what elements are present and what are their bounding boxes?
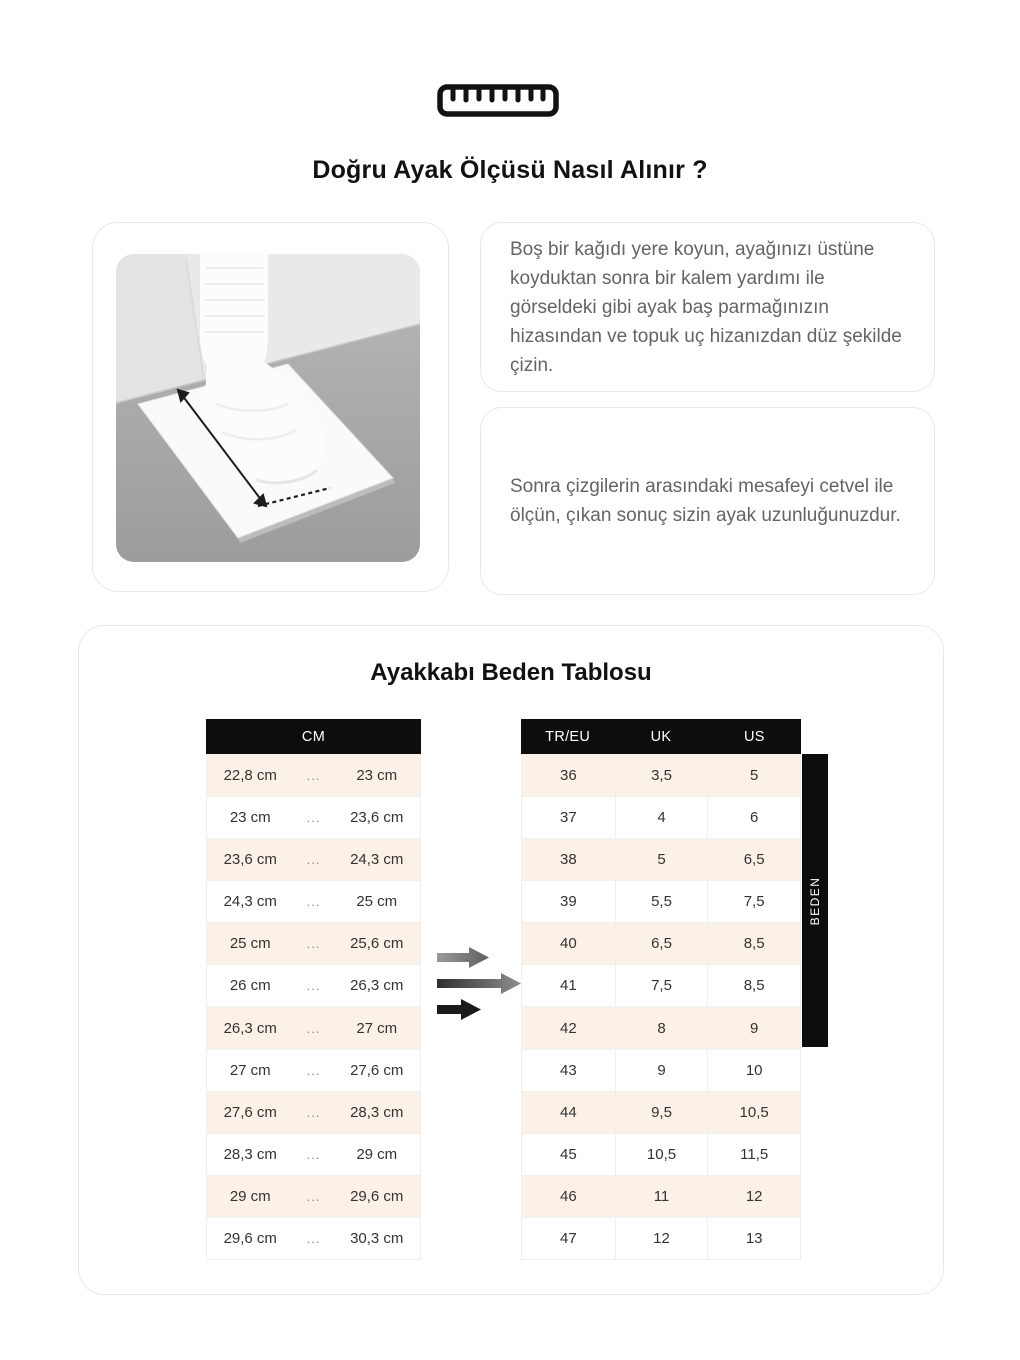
cm-from-value: 29 cm: [229, 1187, 271, 1205]
size-value: 3,5: [615, 754, 708, 796]
conversion-table: [521, 719, 801, 1260]
cm-from-value: 23,6 cm: [223, 851, 277, 869]
column-header: US: [743, 728, 765, 745]
size-value: 39: [559, 893, 577, 911]
conversion-table-row: [522, 1217, 800, 1259]
cm-to-value: 26,3 cm: [350, 977, 404, 995]
size-value: 9: [615, 1050, 708, 1091]
range-separator: ...: [306, 1062, 321, 1078]
cm-from-value: 27 cm: [229, 1061, 271, 1079]
range-separator: ...: [306, 1104, 321, 1120]
instruction-step-2: Sonra çizgilerin arasındaki mesafeyi cetvel ile ölçün, çıkan sonuç sizin ayak uzunluğunuzdur.: [510, 476, 901, 526]
size-table-card: [78, 625, 944, 1295]
cm-to-value: 27 cm: [356, 1019, 398, 1037]
conversion-arrows-icon: [435, 946, 527, 1026]
cm-from-value: 24,3 cm: [223, 893, 277, 911]
cm-table-body: [206, 754, 421, 1260]
size-value: 43: [559, 1061, 577, 1079]
conversion-table-row: [522, 880, 800, 922]
size-value: 42: [559, 1019, 577, 1037]
cm-from-value: 26,3 cm: [223, 1019, 277, 1037]
cm-from-value: 27,6 cm: [223, 1103, 277, 1121]
column-header: TR/EU: [545, 728, 591, 745]
conversion-table-row: [522, 922, 800, 964]
cm-table: [206, 719, 421, 1260]
cm-table-row: [207, 1217, 420, 1259]
cm-from-value: 28,3 cm: [223, 1145, 277, 1163]
cm-from-value: 29,6 cm: [223, 1229, 277, 1247]
column-header: UK: [650, 728, 672, 745]
size-value: 6: [707, 797, 800, 838]
range-separator: ...: [306, 936, 321, 952]
size-value: 4: [615, 797, 708, 838]
size-value: 5: [615, 839, 708, 880]
range-separator: ...: [306, 767, 321, 783]
conversion-table-row: [522, 1049, 800, 1091]
conversion-table-row: [522, 754, 800, 796]
cm-to-value: 29,6 cm: [350, 1187, 404, 1205]
size-value: 11: [615, 1176, 708, 1217]
cm-to-value: 29 cm: [356, 1145, 398, 1163]
beden-side-bar: [802, 754, 828, 1047]
foot-measure-image: [116, 254, 420, 562]
size-value: 8: [615, 1007, 708, 1048]
range-separator: ...: [306, 852, 321, 868]
cm-from-value: 23 cm: [229, 809, 271, 827]
foot-measure-card: [92, 222, 449, 592]
range-separator: ...: [306, 1146, 321, 1162]
cm-table-row: [207, 1091, 420, 1133]
cm-from-value: 22,8 cm: [223, 766, 277, 784]
cm-to-value: 27,6 cm: [350, 1061, 404, 1079]
cm-table-row: [207, 1006, 420, 1048]
cm-to-value: 25 cm: [356, 893, 398, 911]
cm-table-row: [207, 838, 420, 880]
beden-label: BEDEN: [808, 876, 822, 925]
size-value: 7,5: [707, 881, 800, 922]
cm-to-value: 30,3 cm: [350, 1229, 404, 1247]
cm-to-value: 28,3 cm: [350, 1103, 404, 1121]
size-table-title: Ayakkabı Beden Tablosu: [370, 659, 652, 686]
size-value: 5,5: [615, 881, 708, 922]
ruler-icon: [437, 84, 559, 117]
size-value: 8,5: [707, 923, 800, 964]
cm-from-value: 26 cm: [229, 977, 271, 995]
cm-table-row: [207, 1133, 420, 1175]
conversion-table-body: [521, 754, 801, 1260]
range-separator: ...: [306, 1230, 321, 1246]
conversion-table-row: [522, 964, 800, 1006]
size-value: 37: [559, 809, 577, 827]
conversion-table-row: [522, 796, 800, 838]
size-value: 7,5: [615, 965, 708, 1006]
size-value: 9: [707, 1007, 800, 1048]
size-value: 5: [707, 754, 800, 796]
conversion-table-row: [522, 1133, 800, 1175]
range-separator: ...: [306, 894, 321, 910]
cm-table-row: [207, 922, 420, 964]
range-separator: ...: [306, 978, 321, 994]
range-separator: ...: [306, 1020, 321, 1036]
size-value: 6,5: [707, 839, 800, 880]
size-value: 10: [707, 1050, 800, 1091]
size-value: 11,5: [707, 1134, 800, 1175]
range-separator: ...: [306, 1188, 321, 1204]
size-value: 6,5: [615, 923, 708, 964]
page-title: Doğru Ayak Ölçüsü Nasıl Alınır ?: [312, 156, 708, 184]
size-value: 12: [707, 1176, 800, 1217]
size-value: 46: [559, 1187, 577, 1205]
cm-table-row: [207, 796, 420, 838]
size-value: 47: [559, 1229, 577, 1247]
size-value: 38: [559, 851, 577, 869]
cm-to-value: 23,6 cm: [350, 809, 404, 827]
conversion-table-row: [522, 1175, 800, 1217]
cm-table-row: [207, 880, 420, 922]
size-value: 44: [559, 1103, 577, 1121]
size-value: 41: [559, 977, 577, 995]
instruction-card-1: [480, 222, 935, 392]
range-separator: ...: [306, 810, 321, 826]
conversion-table-header: [521, 719, 801, 754]
cm-to-value: 25,6 cm: [350, 935, 404, 953]
conversion-table-row: [522, 1006, 800, 1048]
cm-from-value: 25 cm: [229, 935, 271, 953]
size-value: 10,5: [707, 1092, 800, 1133]
size-value: 13: [707, 1218, 800, 1259]
size-value: 45: [559, 1145, 577, 1163]
cm-table-row: [207, 754, 420, 796]
size-value: 10,5: [615, 1134, 708, 1175]
conversion-table-row: [522, 1091, 800, 1133]
cm-table-row: [207, 1175, 420, 1217]
cm-table-row: [207, 1049, 420, 1091]
cm-table-header: CM: [206, 719, 421, 754]
size-value: 8,5: [707, 965, 800, 1006]
cm-to-value: 23 cm: [356, 766, 398, 784]
size-value: 12: [615, 1218, 708, 1259]
instruction-card-2: [480, 407, 935, 595]
cm-to-value: 24,3 cm: [350, 851, 404, 869]
instruction-step-1: Boş bir kağıdı yere koyun, ayağınızı üstüne koyduktan sonra bir kalem yardımı ile görseldeki gibi ayak baş parmağınızın hizasından ve topuk uç hizanızdan düz şekilde çizin.: [510, 238, 902, 376]
conversion-table-row: [522, 838, 800, 880]
size-value: 9,5: [615, 1092, 708, 1133]
cm-table-row: [207, 964, 420, 1006]
size-value: 40: [559, 935, 577, 953]
size-value: 36: [559, 766, 577, 784]
